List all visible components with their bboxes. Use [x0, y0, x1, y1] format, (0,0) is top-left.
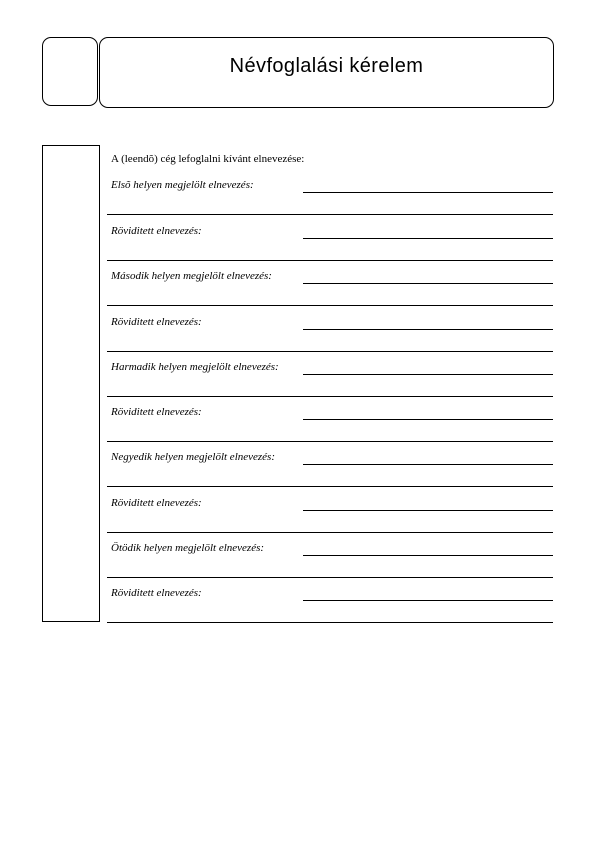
form-row: [107, 313, 553, 358]
field-label: Második helyen megjelölt elnevezés:: [111, 270, 272, 282]
name-input-line-2[interactable]: [107, 260, 553, 261]
field-label: Röviditett elnevezés:: [111, 316, 202, 328]
header-left-box: [42, 37, 98, 106]
name-input-line[interactable]: [303, 464, 553, 465]
form-row: [107, 358, 553, 403]
name-input-line[interactable]: [303, 192, 553, 193]
form-row: [107, 267, 553, 312]
header-title-box: [99, 37, 554, 108]
name-input-line[interactable]: [303, 283, 553, 284]
name-input-line-2[interactable]: [107, 214, 553, 215]
name-input-line-2[interactable]: [107, 486, 553, 487]
name-input-line[interactable]: [303, 329, 553, 330]
name-input-line[interactable]: [303, 374, 553, 375]
side-box: [42, 145, 100, 622]
name-input-line[interactable]: [303, 510, 553, 511]
intro-text: A (leendõ) cég lefoglalni kívánt elnevezése:: [111, 153, 305, 165]
form-row: [107, 222, 553, 267]
field-label: Elsõ helyen megjelölt elnevezés:: [111, 179, 254, 191]
field-label: Röviditett elnevezés:: [111, 497, 202, 509]
name-input-line[interactable]: [303, 238, 553, 239]
name-input-line[interactable]: [303, 419, 553, 420]
field-label: Röviditett elnevezés:: [111, 406, 202, 418]
form-row: [107, 448, 553, 493]
field-label: Harmadik helyen megjelölt elnevezés:: [111, 361, 279, 373]
name-input-line[interactable]: [303, 555, 553, 556]
form-row: [107, 539, 553, 584]
name-input-line-2[interactable]: [107, 305, 553, 306]
field-label: Negyedik helyen megjelölt elnevezés:: [111, 451, 276, 463]
field-label: Röviditett elnevezés:: [111, 225, 202, 237]
name-input-line-2[interactable]: [107, 622, 553, 623]
name-input-line-2[interactable]: [107, 441, 553, 442]
page-title: Névfoglalási kérelem: [229, 55, 424, 77]
name-input-line-2[interactable]: [107, 532, 553, 533]
form-row: [107, 176, 553, 221]
name-input-line[interactable]: [303, 600, 553, 601]
form-row: [107, 403, 553, 448]
form-row: [107, 584, 553, 629]
form-row: [107, 494, 553, 539]
name-input-line-2[interactable]: [107, 351, 553, 352]
name-input-line-2[interactable]: [107, 396, 553, 397]
field-label: Ötödik helyen megjelölt elnevezés:: [111, 542, 265, 554]
field-label: Röviditett elnevezés:: [111, 587, 202, 599]
name-input-line-2[interactable]: [107, 577, 553, 578]
